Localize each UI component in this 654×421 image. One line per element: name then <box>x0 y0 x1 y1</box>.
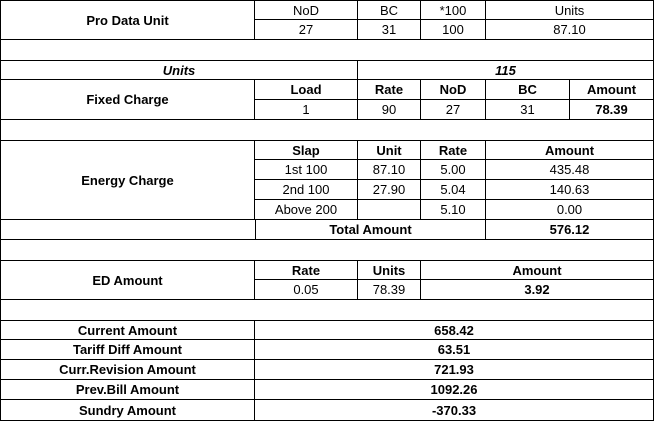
energy-total-blank <box>0 220 255 240</box>
fixed-header-load: Load <box>255 80 358 100</box>
energy-charge-label: Energy Charge <box>0 140 255 220</box>
pro-data-header-units: Units <box>486 0 654 20</box>
energy-row-unit: 27.90 <box>358 180 421 200</box>
pro-data-unit-label: Pro Data Unit <box>0 0 255 40</box>
ed-amount-label: ED Amount <box>0 260 255 300</box>
fixed-value-amount: 78.39 <box>570 100 654 120</box>
fixed-header-bc: BC <box>486 80 570 100</box>
spacer-row <box>0 40 654 60</box>
summary-label: Curr.Revision Amount <box>0 360 255 380</box>
energy-row-rate: 5.00 <box>421 160 486 180</box>
energy-row-slab: 1st 100 <box>255 160 358 180</box>
pro-data-header-x100: *100 <box>421 0 486 20</box>
energy-row-rate: 5.04 <box>421 180 486 200</box>
energy-row-unit <box>358 200 421 220</box>
ed-header-units: Units <box>358 260 421 280</box>
fixed-header-nod: NoD <box>421 80 486 100</box>
ed-value-amount: 3.92 <box>421 280 654 300</box>
spacer-row <box>0 120 654 140</box>
energy-total-label: Total Amount <box>255 220 486 240</box>
energy-row-unit: 87.10 <box>358 160 421 180</box>
energy-row-rate: 5.10 <box>421 200 486 220</box>
fixed-charge-label: Fixed Charge <box>0 80 255 120</box>
energy-header-amount: Amount <box>486 140 654 160</box>
units-label: Units <box>0 60 358 80</box>
ed-value-units: 78.39 <box>358 280 421 300</box>
summary-value: 721.93 <box>255 360 654 380</box>
ed-header-amount: Amount <box>421 260 654 280</box>
units-value: 115 <box>358 60 654 80</box>
fixed-header-amount: Amount <box>570 80 654 100</box>
pro-data-value-units: 87.10 <box>486 20 654 40</box>
fixed-header-rate: Rate <box>358 80 421 100</box>
pro-data-header-nod: NoD <box>255 0 358 20</box>
energy-header-unit: Unit <box>358 140 421 160</box>
summary-label: Prev.Bill Amount <box>0 380 255 400</box>
pro-data-value-x100: 100 <box>421 20 486 40</box>
summary-label: Sundry Amount <box>0 400 255 421</box>
summary-value: 1092.26 <box>255 380 654 400</box>
fixed-value-rate: 90 <box>358 100 421 120</box>
fixed-value-nod: 27 <box>421 100 486 120</box>
energy-row-amount: 140.63 <box>486 180 654 200</box>
summary-label: Current Amount <box>0 320 255 340</box>
energy-total-value: 576.12 <box>486 220 654 240</box>
spacer-row <box>0 240 654 260</box>
summary-value: 658.42 <box>255 320 654 340</box>
energy-row-amount: 0.00 <box>486 200 654 220</box>
energy-row-slab: Above 200 <box>255 200 358 220</box>
summary-value: -370.33 <box>255 400 654 421</box>
ed-header-rate: Rate <box>255 260 358 280</box>
energy-header-slab: Slap <box>255 140 358 160</box>
energy-row-amount: 435.48 <box>486 160 654 180</box>
fixed-value-load: 1 <box>255 100 358 120</box>
fixed-value-bc: 31 <box>486 100 570 120</box>
summary-value: 63.51 <box>255 340 654 360</box>
pro-data-value-bc: 31 <box>358 20 421 40</box>
spacer-row <box>0 300 654 320</box>
pro-data-value-nod: 27 <box>255 20 358 40</box>
energy-row-slab: 2nd 100 <box>255 180 358 200</box>
summary-label: Tariff Diff Amount <box>0 340 255 360</box>
pro-data-header-bc: BC <box>358 0 421 20</box>
energy-header-rate: Rate <box>421 140 486 160</box>
ed-value-rate: 0.05 <box>255 280 358 300</box>
